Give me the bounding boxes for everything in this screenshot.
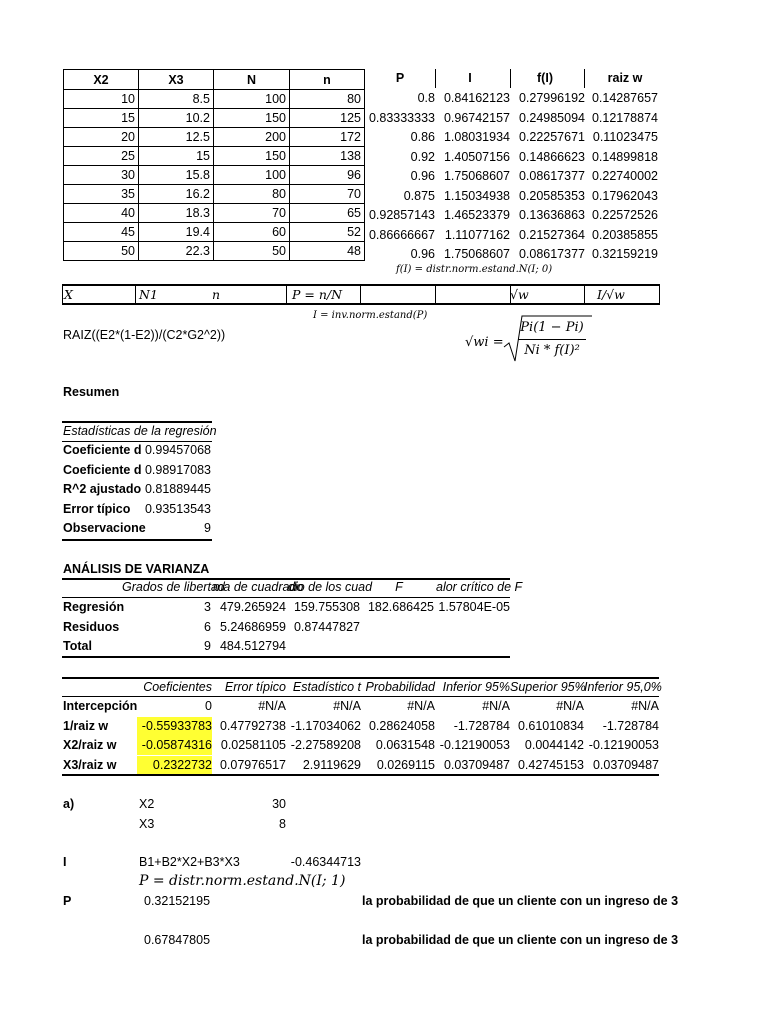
header-cell-i-over-sqrt-w[interactable]: I/√w	[597, 287, 625, 302]
table-cell[interactable]: 0.22572526	[591, 208, 658, 222]
table-cell[interactable]: 10.2	[139, 109, 214, 128]
table-cell[interactable]: 0.83333333	[368, 110, 435, 125]
coef-cell[interactable]: 0.47792738	[219, 718, 286, 733]
table-cell[interactable]: 25	[64, 147, 139, 166]
table-cell[interactable]: 0.875	[403, 188, 435, 203]
table-cell[interactable]: 60	[214, 223, 290, 242]
anova-cell[interactable]: 159.755308	[293, 600, 360, 614]
stat-label[interactable]: Coeficiente d	[63, 443, 142, 457]
table-cell[interactable]: 0.20585353	[518, 188, 585, 203]
table-row	[64, 109, 365, 128]
table-cell[interactable]: 70	[290, 185, 365, 204]
anova-cell[interactable]	[434, 618, 510, 637]
anova-cell[interactable]: 1.57804E-05	[438, 600, 510, 614]
coef-cell[interactable]: 0.07976517	[219, 757, 286, 772]
table-cell[interactable]: 0.96	[410, 169, 435, 183]
anova-cell[interactable]	[360, 618, 434, 637]
header-P[interactable]: P	[395, 71, 405, 85]
f-of-i-formula: f(I) = distr.norm.estand.N(I; 0)	[396, 264, 553, 275]
coef-cell[interactable]: #N/A	[482, 699, 510, 713]
table-cell[interactable]: 15	[64, 109, 139, 128]
coef-cell[interactable]: -1.728784	[453, 718, 510, 733]
header-I[interactable]: I	[468, 71, 472, 85]
anova-bottom-border	[62, 656, 510, 658]
cell-border	[286, 284, 287, 305]
coef-cell[interactable]: #N/A	[258, 699, 286, 713]
table-cell[interactable]: 0.86666667	[368, 227, 435, 242]
table-cell[interactable]: 0.12178874	[591, 110, 658, 125]
coef-cell[interactable]: #N/A	[556, 699, 584, 713]
table-cell[interactable]: 0.21527364	[518, 227, 585, 242]
anova-cell[interactable]: 3	[204, 600, 211, 614]
table-cell[interactable]: 0.96	[410, 247, 435, 261]
stat-label[interactable]: Coeficiente d	[63, 462, 142, 477]
table-cell[interactable]: 0.13636863	[518, 208, 585, 222]
table-cell[interactable]: 22.3	[139, 242, 214, 261]
i-value[interactable]: -0.46344713	[290, 855, 361, 869]
resumen-title: Resumen	[63, 385, 120, 399]
stat-value[interactable]: 0.98917083	[144, 462, 211, 477]
table-cell[interactable]: 1.08031934	[443, 130, 510, 144]
coef-cell[interactable]: 0.28624058	[368, 718, 435, 733]
table-cell[interactable]: 0.86	[410, 130, 435, 144]
table-row	[64, 204, 365, 223]
i-formula: I = inv.norm.estand(P)	[313, 310, 428, 321]
coef-row-label[interactable]: Intercepción	[63, 699, 138, 713]
table-cell[interactable]: 40	[64, 204, 139, 223]
cell-border	[62, 284, 63, 305]
table-cell[interactable]: 0.27996192	[518, 91, 585, 105]
coef-cell[interactable]: 0.61010834	[517, 718, 584, 733]
table-cell[interactable]: 96	[290, 166, 365, 185]
part-a-label: a)	[63, 797, 75, 811]
table-cell[interactable]: 0.8	[417, 91, 435, 105]
x3-value[interactable]: 8	[279, 817, 286, 831]
table-cell[interactable]: 1.75068607	[443, 169, 510, 183]
coef-cell[interactable]: 0.42745153	[517, 757, 584, 772]
raiz-excel-formula[interactable]: RAIZ((E2*(1-E2))/(C2*G2^2))	[63, 328, 226, 342]
anova-row-label[interactable]: Total	[63, 639, 92, 653]
table-cell[interactable]: 0.20385855	[591, 227, 658, 242]
anova-cell[interactable]: 0.87447827	[293, 619, 360, 634]
coef-cell[interactable]: 0.02581105	[220, 738, 286, 752]
stats-bottom-border	[62, 539, 212, 541]
table-row	[64, 90, 365, 109]
coef-cell[interactable]: -1.17034062	[290, 718, 361, 733]
coef-cell[interactable]: 0.0631548	[375, 738, 435, 752]
stat-value[interactable]: 0.99457068	[144, 443, 211, 457]
cell-border	[659, 284, 660, 305]
coef-cell[interactable]: 0	[205, 699, 212, 713]
stat-label[interactable]: Observacione	[63, 521, 146, 535]
stats-title: Estadísticas de la regresión	[63, 424, 217, 438]
anova-cell[interactable]	[286, 637, 360, 656]
table-cell[interactable]: 30	[64, 166, 139, 185]
header-cell-n1[interactable]: N1	[139, 287, 158, 302]
table-cell[interactable]: 0.17962043	[591, 188, 658, 203]
x2-label[interactable]: X2	[139, 797, 155, 811]
table-cell[interactable]: 1.15034938	[443, 188, 510, 203]
table-cell[interactable]: 12.5	[139, 128, 214, 147]
table-cell[interactable]: 125	[290, 109, 365, 128]
coef-cell[interactable]: -0.12190053	[588, 738, 659, 752]
coef-row-label[interactable]: X2/raiz w	[63, 738, 117, 752]
sqrt-w-denominator: Ni * f(I)²	[524, 343, 580, 358]
header-x2[interactable]: X2	[64, 70, 139, 90]
table-cell[interactable]: 0.96742157	[443, 110, 510, 125]
p-description[interactable]: la probabilidad de que un cliente con un ingreso de 3	[362, 894, 679, 908]
table-cell[interactable]: 45	[64, 223, 139, 242]
i-label: I	[63, 855, 67, 869]
table-cell[interactable]: 0.14866623	[518, 149, 585, 164]
table-cell[interactable]: 80	[290, 90, 365, 109]
table-cell[interactable]: 0.24985094	[518, 110, 585, 125]
coef-cell[interactable]: 0.0269115	[376, 757, 435, 772]
coef-cell[interactable]: 2.9119629	[302, 757, 361, 772]
table-cell[interactable]: 172	[290, 128, 365, 147]
anova-cell[interactable]	[360, 637, 434, 656]
coef-cell[interactable]: -0.12190053	[439, 738, 510, 752]
table-cell[interactable]: 100	[214, 90, 290, 109]
coef-cell[interactable]: #N/A	[333, 699, 361, 713]
anova-header-ms[interactable]: dio de los cuad	[288, 580, 373, 594]
header-cell-x[interactable]: X	[64, 287, 73, 302]
table-cell[interactable]: 8.5	[139, 90, 214, 109]
column-divider	[584, 69, 585, 88]
header-fI[interactable]: f(I)	[537, 71, 553, 85]
p-label: P	[63, 894, 72, 908]
coef-cell[interactable]: 0.0044142	[524, 738, 584, 752]
stat-value[interactable]: 0.81889445	[144, 482, 211, 496]
anova-cell[interactable]: 6	[204, 619, 211, 634]
coef-header-cell[interactable]: Error típico	[224, 680, 286, 694]
coef-header-cell[interactable]: Superior 95%	[510, 680, 586, 694]
table-cell[interactable]: 10	[64, 90, 139, 109]
table-row	[64, 242, 365, 261]
anova-cell[interactable]: 9	[204, 639, 211, 653]
table-cell[interactable]: 200	[214, 128, 290, 147]
table-cell[interactable]: 1.75068607	[443, 247, 510, 261]
cell-border	[584, 284, 585, 305]
coef-cell[interactable]: 0.03709487	[443, 757, 510, 772]
x3-label[interactable]: X3	[139, 817, 155, 831]
table-cell[interactable]: 0.92857143	[368, 208, 435, 222]
table-cell[interactable]: 80	[214, 185, 290, 204]
table-cell[interactable]: 0.22740002	[591, 169, 658, 183]
sqrt-w-lhs: √wi =	[465, 335, 504, 350]
p-formula: P = distr.norm.estand.N(I; 1)	[139, 873, 346, 889]
stat-value[interactable]: 9	[204, 521, 211, 535]
table-cell[interactable]: 50	[214, 242, 290, 261]
q-description[interactable]: la probabilidad de que un cliente con un ingreso de 3	[362, 933, 679, 947]
anova-header-f[interactable]: F	[395, 580, 403, 594]
coef-cell[interactable]: #N/A	[407, 699, 435, 713]
coef-row-label[interactable]: 1/raiz w	[63, 718, 109, 733]
coef-header-cell[interactable]: Coeficientes	[143, 680, 212, 694]
table-cell[interactable]: 19.4	[139, 223, 214, 242]
table-cell[interactable]: 16.2	[139, 185, 214, 204]
header-x3[interactable]: X3	[139, 70, 214, 90]
header-N[interactable]: N	[214, 70, 290, 90]
table-cell[interactable]: 35	[64, 185, 139, 204]
cell-border	[135, 284, 136, 305]
column-divider	[510, 69, 511, 88]
stat-label[interactable]: Error típico	[63, 501, 131, 516]
coef-header-cell[interactable]: Probabilidad	[365, 680, 435, 694]
coef-cell[interactable]: #N/A	[631, 699, 659, 713]
table-cell[interactable]: 0.14287657	[591, 91, 658, 105]
table-row	[64, 147, 365, 166]
table-row	[64, 185, 365, 204]
header-cell-sqrt-w[interactable]: √w	[510, 287, 529, 302]
table-cell[interactable]: 20	[64, 128, 139, 147]
i-expression[interactable]: B1+B2*X2+B3*X3	[139, 855, 240, 869]
coef-header-cell[interactable]: Inferior 95%	[442, 680, 510, 694]
anova-header-df[interactable]: Grados de libertad	[122, 580, 225, 594]
table-cell[interactable]: 65	[290, 204, 365, 223]
anova-header-ss[interactable]: ma de cuadrado	[213, 580, 304, 594]
anova-cell[interactable]	[434, 637, 510, 656]
table-cell[interactable]: 0.22257671	[518, 130, 585, 144]
stat-label[interactable]: R^2 ajustado	[63, 482, 142, 496]
header-n[interactable]: n	[290, 70, 365, 90]
stat-value[interactable]: 0.93513543	[144, 501, 211, 516]
table-cell[interactable]: 48	[290, 242, 365, 261]
table-row	[64, 223, 365, 242]
table-cell[interactable]: 150	[214, 147, 290, 166]
cell-border	[360, 284, 361, 305]
anova-row-label[interactable]: Regresión	[63, 600, 125, 614]
table-cell[interactable]: 0.11023475	[592, 130, 658, 144]
cell-border	[435, 284, 436, 305]
coef-bottom-border	[62, 774, 659, 776]
highlighted-coefficient[interactable]: 0.2322732	[137, 756, 212, 775]
table-cell[interactable]: 1.40507156	[443, 149, 510, 164]
table-cell[interactable]: 0.32159219	[591, 247, 658, 261]
header-raiz-w[interactable]: raiz w	[607, 71, 643, 85]
coef-cell[interactable]: -1.728784	[602, 718, 659, 733]
anova-header-crit[interactable]: alor crítico de F	[436, 580, 523, 594]
table-cell[interactable]: 138	[290, 147, 365, 166]
table-cell[interactable]: 0.08617377	[518, 169, 585, 183]
coef-cell[interactable]: -2.27589208	[290, 738, 361, 752]
highlighted-coefficient[interactable]: -0.55933783	[137, 717, 212, 736]
radical-sign-icon	[502, 313, 594, 365]
table-cell[interactable]: 18.3	[139, 204, 214, 223]
x2-value[interactable]: 30	[272, 797, 286, 811]
table-row	[64, 166, 365, 185]
header-cell-p[interactable]: P = n/N	[292, 287, 343, 302]
coef-cell[interactable]: 0.03709487	[592, 757, 659, 772]
table-cell[interactable]: 0.08617377	[518, 247, 585, 261]
anova-cell[interactable]: 479.265924	[219, 600, 286, 614]
coef-row-label[interactable]: X3/raiz w	[63, 757, 117, 772]
table-cell[interactable]: 1.11077162	[444, 227, 510, 242]
table-cell[interactable]: 52	[290, 223, 365, 242]
anova-title: ANÁLISIS DE VARIANZA	[63, 562, 210, 576]
q-value[interactable]: 0.67847805	[144, 933, 211, 947]
anova-row-label[interactable]: Residuos	[63, 619, 120, 634]
anova-cell[interactable]: 5.24686959	[219, 619, 286, 634]
table-cell[interactable]: 15.8	[139, 166, 214, 185]
header-cell-n[interactable]: n	[212, 287, 221, 302]
sqrt-w-numerator: Pi(1 − Pi)	[520, 320, 584, 335]
table-cell[interactable]: 100	[214, 166, 290, 185]
anova-cell[interactable]: 484.512794	[219, 639, 286, 653]
p-value[interactable]: 0.32152195	[144, 894, 211, 908]
table-row	[64, 128, 365, 147]
column-divider	[435, 69, 436, 88]
coef-header-cell[interactable]: Estadístico t	[292, 680, 361, 694]
table-cell[interactable]: 150	[214, 109, 290, 128]
table-cell[interactable]: 0.84162123	[443, 91, 510, 105]
table-cell[interactable]: 70	[214, 204, 290, 223]
table-cell[interactable]: 1.46523379	[443, 208, 510, 222]
data-table	[63, 69, 365, 261]
coef-header-cell[interactable]: Inferior 95,0%	[584, 680, 662, 694]
anova-cell[interactable]: 182.686425	[367, 600, 434, 614]
highlighted-coefficient[interactable]: -0.05874316	[137, 736, 212, 755]
table-cell[interactable]: 0.92	[410, 149, 435, 164]
table-cell[interactable]: 50	[64, 242, 139, 261]
table-cell[interactable]: 0.14899818	[591, 149, 658, 164]
table-header-row	[64, 70, 365, 90]
table-cell[interactable]: 15	[139, 147, 214, 166]
